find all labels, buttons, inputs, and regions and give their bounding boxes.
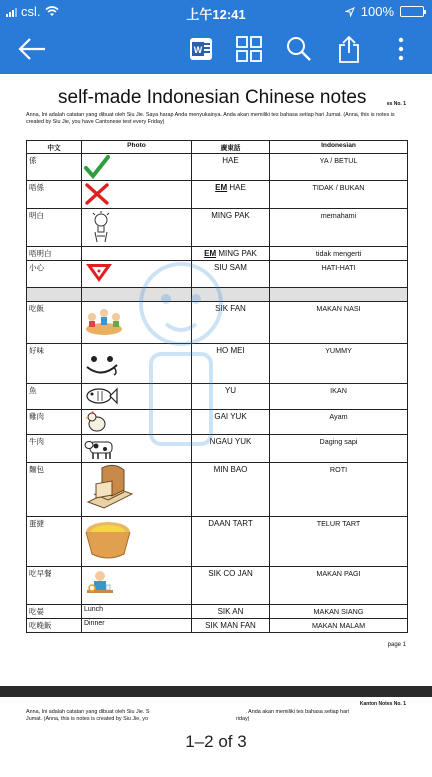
- cell-indonesian: IKAN: [270, 384, 408, 410]
- intro-text: Anna, Ini adalah catatan yang dibuat oleh Siu Jie. Saya harap Anda menyukainya. Anda akan memiliki tes bahasa setiap hari Jumat. (Anna, this is notes is created by Siu Jie, you have Cantonese test every Friday): [26, 112, 395, 125]
- smile-icon: [84, 349, 124, 379]
- cell-chinese: 吃晏: [27, 605, 82, 619]
- header-cantonese: 廣東話: [192, 141, 270, 154]
- bread-icon: [84, 464, 136, 512]
- cell-chinese: 好味: [27, 344, 82, 384]
- breakfast-icon: [84, 568, 116, 600]
- table-header-row: [27, 141, 408, 154]
- status-right: [345, 4, 424, 19]
- cell-photo: [82, 154, 192, 181]
- warning-icon: [84, 262, 114, 284]
- table-row: [27, 261, 408, 288]
- table-row: [27, 605, 408, 619]
- cell-chinese: 唔係: [27, 181, 82, 209]
- page-indicator: 1–2 of 3: [171, 728, 261, 756]
- status-time: 上午12:41: [186, 7, 246, 22]
- cell-indonesian: Daging sapi: [270, 435, 408, 463]
- intro2-right: riday): [235, 716, 250, 722]
- cell-indonesian: memahami: [270, 209, 408, 247]
- cell-photo: [82, 302, 192, 344]
- intro2-left: Jumat. (Anna, this is notes is created by Siu Jie, yo: [26, 716, 148, 722]
- cell-chinese: 蛋撻: [27, 517, 82, 567]
- cell-photo: Lunch: [82, 605, 192, 619]
- cell-chinese: 吃晚飯: [27, 619, 82, 633]
- chicken-icon: [84, 411, 110, 433]
- table-row: [27, 410, 408, 435]
- battery-icon: [400, 6, 424, 17]
- cell-indonesian: TELUR TART: [270, 517, 408, 567]
- cell-cantonese: SIK AN: [192, 605, 270, 619]
- cell-chinese: 係: [27, 154, 82, 181]
- cell-indonesian: TIDAK / BUKAN: [270, 181, 408, 209]
- table-row: [27, 302, 408, 344]
- cell-chinese: 雞肉: [27, 410, 82, 435]
- cell-photo: [82, 384, 192, 410]
- cell-chinese: 明白: [27, 209, 82, 247]
- intro-right: . Anda akan memiliki tes bahasa setiap hari: [245, 709, 350, 715]
- em-marker: EM: [204, 249, 217, 258]
- header-chinese: 中文: [27, 141, 82, 154]
- cell-chinese: 魚: [27, 384, 82, 410]
- cell-indonesian: MAKAN MALAM: [270, 619, 408, 633]
- more-vertical-icon: [398, 37, 404, 61]
- table-row: [27, 154, 408, 181]
- cell-indonesian: MAKAN NASI: [270, 302, 408, 344]
- cell-cantonese: NGAU YUK: [192, 435, 270, 463]
- cell-cantonese: SIK FAN: [192, 302, 270, 344]
- table-row: [27, 435, 408, 463]
- cell-cantonese: DAAN TART: [192, 517, 270, 567]
- cell-photo: [82, 435, 192, 463]
- fish-icon: [84, 385, 118, 407]
- search-icon: [286, 36, 312, 62]
- cell-indonesian: Ayam: [270, 410, 408, 435]
- cell-chinese: 吃早餐: [27, 567, 82, 605]
- document-title: self-made Indonesian Chinese notes: [58, 87, 367, 108]
- table-row: [27, 463, 408, 517]
- cell-cantonese: HAE: [192, 154, 270, 181]
- cell-photo: [82, 463, 192, 517]
- cell-photo: [82, 567, 192, 605]
- svg-text:W: W: [193, 45, 203, 55]
- cell-cantonese: [192, 181, 270, 209]
- header-photo: Photo: [82, 141, 192, 154]
- location-arrow-icon: [345, 7, 355, 17]
- cell-photo: [82, 181, 192, 209]
- cell-chinese: 麵包: [27, 463, 82, 517]
- cell-cantonese: SIK MAN FAN: [192, 619, 270, 633]
- grid-icon: [236, 36, 262, 62]
- cell-indonesian: MAKAN PAGI: [270, 567, 408, 605]
- battery-percent: 100%: [360, 4, 394, 19]
- cell-indonesian: ROTI: [270, 463, 408, 517]
- cell-cantonese: YU: [192, 384, 270, 410]
- table-row: [27, 567, 408, 605]
- cell-chinese: 牛肉: [27, 435, 82, 463]
- cell-cantonese: SIU SAM: [192, 261, 270, 288]
- cell-photo: [82, 344, 192, 384]
- cell-chinese: 吃飯: [27, 302, 82, 344]
- em-marker: EM: [215, 183, 228, 192]
- status-bar: [0, 0, 432, 24]
- table-row: [27, 209, 408, 247]
- cell-indonesian: tidak mengerti: [270, 247, 408, 261]
- eating-icon: [84, 303, 124, 339]
- search-button[interactable]: [282, 24, 316, 74]
- notes-number: es No. 1: [386, 101, 406, 107]
- cell-cantonese: [192, 247, 270, 261]
- check-icon: [84, 155, 110, 179]
- cow-icon: [84, 436, 118, 460]
- back-button[interactable]: [8, 24, 56, 74]
- cell-photo: [82, 261, 192, 288]
- cell-indonesian: HATI-HATI: [270, 261, 408, 288]
- share-icon: [338, 35, 360, 63]
- cell-indonesian: YA / BETUL: [270, 154, 408, 181]
- carrier-label: csl.: [21, 4, 41, 19]
- cantonese-rest: MING PAK: [216, 249, 257, 258]
- cell-indonesian: MAKAN SIANG: [270, 605, 408, 619]
- table-row: [27, 384, 408, 410]
- cell-cantonese: GAI YUK: [192, 410, 270, 435]
- cell-cantonese: HO MEI: [192, 344, 270, 384]
- document-page-1[interactable]: [0, 74, 432, 686]
- cell-photo: [82, 209, 192, 247]
- cell-photo: [82, 517, 192, 567]
- egg-tart-icon: [84, 518, 132, 562]
- cell-photo: [82, 247, 192, 261]
- header-indonesian: Indonesian: [270, 141, 408, 154]
- notes-number: Kanton Notes No. 1: [359, 701, 406, 707]
- cross-icon: [84, 182, 110, 206]
- vocabulary-table: [26, 140, 408, 633]
- cell-cantonese: MING PAK: [192, 209, 270, 247]
- top-toolbar: [0, 24, 432, 74]
- intro-left: Anna, Ini adalah catatan yang dibuat oleh Siu Jie. S: [26, 709, 150, 715]
- word-app-button[interactable]: [184, 24, 218, 74]
- more-options-button[interactable]: [386, 24, 416, 74]
- cell-cantonese: SIK CO JAN: [192, 567, 270, 605]
- table-row: [27, 344, 408, 384]
- cantonese-rest: HAE: [227, 183, 246, 192]
- table-spacer-row: [27, 288, 408, 302]
- word-icon: [189, 37, 213, 61]
- cell-photo: Dinner: [82, 619, 192, 633]
- table-row: [27, 247, 408, 261]
- cell-indonesian: YUMMY: [270, 344, 408, 384]
- cell-photo: [82, 410, 192, 435]
- intro-text: [26, 709, 408, 723]
- lightbulb-icon: [88, 210, 114, 244]
- share-button[interactable]: [332, 24, 366, 74]
- table-row: [27, 517, 408, 567]
- table-row: [27, 181, 408, 209]
- cell-chinese: 唔明白: [27, 247, 82, 261]
- table-row: [27, 619, 408, 633]
- page-number: page 1: [387, 642, 406, 648]
- back-arrow-icon: [17, 37, 47, 61]
- grid-view-button[interactable]: [232, 24, 266, 74]
- cell-chinese: 小心: [27, 261, 82, 288]
- cell-cantonese: MIN BAO: [192, 463, 270, 517]
